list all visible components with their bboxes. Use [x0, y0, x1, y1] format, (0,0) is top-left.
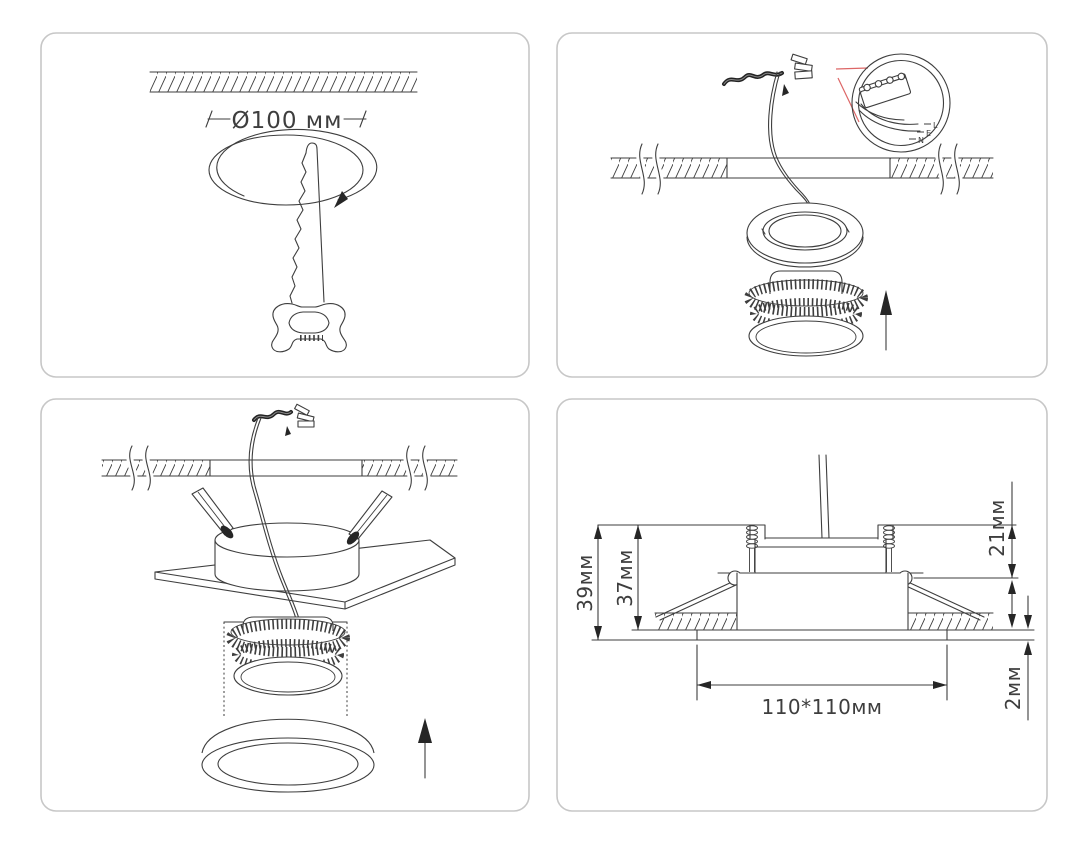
panel-step2-connect-wires — [556, 32, 1048, 378]
connector-pins — [782, 54, 812, 96]
ceiling-section — [150, 72, 417, 92]
light-module — [749, 271, 863, 356]
wire-connector — [724, 54, 812, 96]
saw-blade-back — [317, 149, 324, 302]
wire-connector — [254, 404, 314, 436]
module-lens — [749, 316, 863, 356]
supply-wires — [819, 455, 829, 538]
wire-label-N: N — [918, 136, 924, 145]
dimension-37mm — [613, 525, 655, 630]
wire-label-L: L — [933, 121, 938, 130]
trim-flange — [697, 630, 947, 640]
retention-springs — [747, 526, 895, 572]
panel-step3-insert-fixture — [40, 398, 530, 812]
supply-wire — [769, 72, 810, 204]
driver-housing — [755, 538, 886, 573]
up-arrow-icon — [418, 718, 432, 778]
flange-thickness-label: 2мм — [1001, 665, 1025, 711]
dimension-21mm — [893, 482, 1018, 628]
module-lens — [234, 657, 342, 695]
ceiling-section — [611, 144, 993, 194]
panel-step4-dimensions — [556, 398, 1048, 812]
wire-label-E: E — [926, 129, 932, 138]
ceiling-section — [102, 446, 457, 490]
flange-size-label: 110*110мм — [761, 695, 883, 719]
light-module — [231, 617, 345, 695]
terminal-magnifier — [852, 54, 950, 152]
ceiling-hatch — [150, 73, 417, 92]
overall-height-label: 39мм — [573, 554, 597, 612]
connector-pins — [285, 404, 314, 436]
mounting-ring — [747, 203, 863, 267]
trim-ring — [202, 719, 374, 792]
top-height-label: 21мм — [985, 499, 1009, 557]
drywall-saw — [272, 143, 347, 352]
mounting-cylinder — [215, 523, 359, 591]
panel-step1-cut-hole — [40, 32, 530, 378]
hole-diameter-label: Ø100 мм — [231, 108, 343, 134]
recess-depth-label: 37мм — [613, 549, 637, 607]
saw-blade-teeth — [290, 153, 306, 303]
up-arrow-icon — [880, 290, 892, 350]
dimension-110x110 — [697, 645, 947, 719]
